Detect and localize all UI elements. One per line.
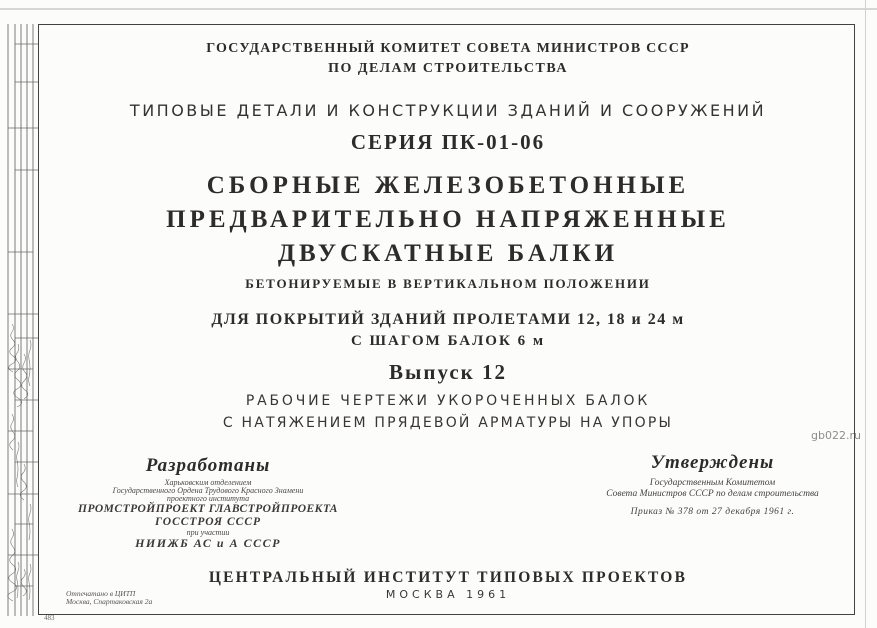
- sheet-number: 483: [44, 614, 55, 622]
- approved-heading: Утверждены: [650, 452, 775, 473]
- developed-line-4: ПРОМСТРОЙПРОЕКТ ГЛАВСТРОЙПРОЕКТА: [78, 503, 338, 515]
- developed-line-5: ГОССТРОЯ СССР: [154, 516, 262, 528]
- subtitle: БЕТОНИРУЕМЫЕ В ВЕРТИКАЛЬНОМ ПОЛОЖЕНИИ: [245, 276, 651, 291]
- issue-line-1: РАБОЧИЕ ЧЕРТЕЖИ УКОРОЧЕННЫХ БАЛОК: [245, 393, 651, 409]
- scan-page-edge-top: [0, 8, 877, 10]
- developed-line-1: Харьковским отделением: [164, 478, 252, 487]
- approved-line-1: Государственным Комитетом: [649, 478, 776, 488]
- main-title: [40, 169, 856, 271]
- developed-heading: Разработаны: [145, 455, 271, 476]
- committee-line-1: ГОСУДАРСТВЕННЫЙ КОМИТЕТ СОВЕТА МИНИСТРОВ СССР: [206, 41, 690, 56]
- handwriting-squiggles: [8, 324, 31, 601]
- city-year: МОСКВА 1961: [385, 588, 511, 601]
- main-title-line-3: ДВУСКАТНЫЕ БАЛКИ: [277, 240, 619, 267]
- margin-stamp-strip: [6, 24, 40, 616]
- publisher-institute: ЦЕНТРАЛЬНЫЙ ИНСТИТУТ ТИПОВЫХ ПРОЕКТОВ: [208, 569, 688, 586]
- issue-line-2: С НАТЯЖЕНИЕМ ПРЯДЕВОЙ АРМАТУРЫ НА УПОРЫ: [222, 415, 674, 431]
- issue-heading: Выпуск 12: [388, 360, 508, 384]
- approved-line-2: Совета Министров СССР по делам строительства: [606, 489, 819, 499]
- application-line-2: С ШАГОМ БАЛОК 6 м: [350, 333, 546, 349]
- main-title-line-2: ПРЕДВАРИТЕЛЬНО НАПРЯЖЕННЫЕ: [166, 206, 730, 233]
- developed-line-7: НИИЖБ АС и А СССР: [135, 536, 281, 550]
- main-title-line-1: СБОРНЫЕ ЖЕЛЕЗОБЕТОННЫЕ: [206, 172, 690, 199]
- series-kind: ТИПОВЫЕ ДЕТАЛИ И КОНСТРУКЦИИ ЗДАНИЙ И СООРУЖЕНИЙ: [129, 101, 767, 120]
- series-code: СЕРИЯ ПК-01-06: [350, 130, 546, 154]
- print-note-line-1: Отпечатано в ЦИТП: [66, 589, 136, 598]
- scan-page-edge-right: [865, 0, 866, 628]
- developed-line-6: при участии: [186, 528, 230, 537]
- approved-order: Приказ № 378 от 27 декабря 1961 г.: [630, 507, 795, 517]
- site-watermark: gb022.ru: [811, 429, 861, 442]
- committee-line-2: ПО ДЕЛАМ СТРОИТЕЛЬСТВА: [328, 61, 568, 76]
- print-note-line-2: Москва, Спартаковская 2а: [66, 597, 153, 606]
- application-line-1: ДЛЯ ПОКРЫТИЙ ЗДАНИЙ ПРОЛЕТАМИ 12, 18 и 24 м: [211, 311, 685, 328]
- developed-line-3: проектного института: [166, 494, 250, 503]
- developed-line-2: Государственного Ордена Трудового Красного Знамени: [112, 486, 304, 495]
